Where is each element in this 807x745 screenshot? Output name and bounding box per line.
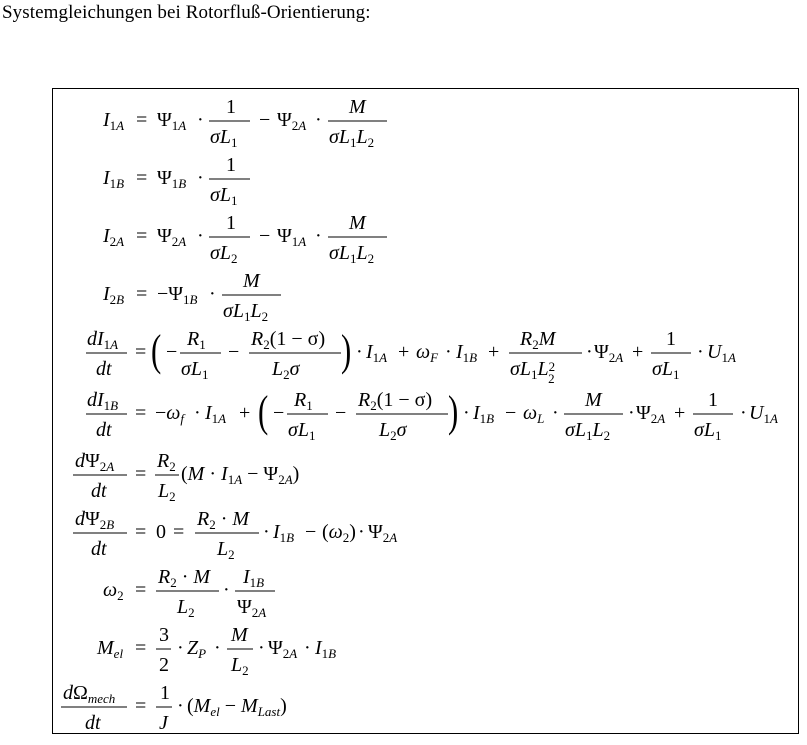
svg-text:Ψ1B: $\Psi_1B$ bbox=[157, 167, 187, 191]
svg-text:·: · bbox=[197, 167, 204, 189]
svg-text:·: · bbox=[197, 109, 204, 131]
svg-text:·: · bbox=[304, 637, 311, 659]
svg-text:): ) bbox=[448, 387, 459, 437]
svg-text:I1B: $I_1B$ bbox=[273, 521, 295, 545]
svg-text:−: − bbox=[273, 402, 285, 424]
svg-text:0: 0 bbox=[156, 521, 166, 543]
svg-text:Ψ2A: $\Psi_2A$ bbox=[594, 341, 624, 365]
equation-dpsi2a-dt bbox=[53, 445, 798, 505]
svg-text:R2: $R_2$ bbox=[157, 450, 176, 474]
svg-text:(: ( bbox=[151, 326, 162, 376]
svg-text:=: = bbox=[173, 521, 185, 543]
svg-text:−: − bbox=[305, 521, 317, 543]
svg-text:σL1: $\sigma L_1$ bbox=[210, 126, 238, 150]
equation-i1a bbox=[53, 91, 798, 151]
svg-text:=: = bbox=[136, 225, 148, 247]
svg-text:σL1L2: $\sigma L_1L_2$ bbox=[223, 300, 269, 324]
svg-text:=: = bbox=[135, 695, 147, 717]
svg-text:Ψ2A: $\Psi_2A$ bbox=[268, 637, 298, 661]
svg-text:L2σ: $L_2\sigma$ bbox=[272, 358, 300, 382]
svg-text:=: = bbox=[135, 579, 147, 601]
equation-i2a bbox=[53, 207, 798, 267]
svg-text:Ψ1A: $\Psi_1A$ bbox=[157, 109, 187, 133]
svg-text:σL1L2: $\sigma L_1L_2$ bbox=[329, 242, 375, 266]
svg-text:−: − bbox=[259, 109, 271, 131]
svg-text:σL1L2: $\sigma L_1L_2$ bbox=[329, 126, 375, 150]
svg-text:σL1: $\sigma L_1$ bbox=[652, 358, 680, 382]
svg-text:R2(1 − σ): $R_2(1 - \sigma)$ bbox=[358, 389, 433, 413]
svg-text:3: 3 bbox=[159, 624, 169, 646]
equation-mel bbox=[53, 619, 798, 679]
svg-text:=: = bbox=[136, 109, 148, 131]
svg-text:dΩmech: $d\Omega_{mech}$ bbox=[63, 682, 116, 706]
svg-text:I1A: $I_1A$ bbox=[366, 341, 388, 365]
svg-text:L2: $L_2$ bbox=[177, 596, 195, 620]
svg-text:): ) bbox=[341, 326, 352, 376]
svg-text:M: M bbox=[349, 96, 366, 118]
svg-text:dt: dt bbox=[91, 480, 107, 502]
equation-i1b bbox=[53, 149, 798, 209]
svg-text:1: 1 bbox=[160, 682, 170, 704]
svg-text:U1A: $U_1A$ bbox=[749, 402, 778, 426]
svg-text:ωF: $\omega_F$ bbox=[416, 341, 439, 365]
equation-omega2 bbox=[53, 561, 798, 621]
svg-text:I1A: $I_1A$ bbox=[205, 402, 227, 426]
svg-text:R1: $R_1$ bbox=[294, 389, 313, 413]
equation-di1a-dt bbox=[53, 323, 798, 386]
svg-text:1: 1 bbox=[708, 389, 718, 411]
svg-text:dt: dt bbox=[96, 358, 112, 380]
svg-text:1: 1 bbox=[226, 96, 236, 118]
svg-text:=: = bbox=[135, 402, 147, 424]
svg-text:+: + bbox=[398, 341, 410, 363]
svg-text:L2: $L_2$ bbox=[158, 480, 176, 504]
svg-text:dI1B: $dI_1B$ bbox=[87, 389, 119, 413]
svg-text:Ψ2A: $\Psi_2A$ bbox=[157, 225, 187, 249]
svg-text:−Ψ1B: $-\Psi_1B$ bbox=[157, 283, 198, 307]
svg-text:·: · bbox=[197, 225, 204, 247]
svg-text:R2 · M: $R_2 \cdot M$ bbox=[158, 566, 211, 590]
svg-text:+: + bbox=[632, 341, 644, 363]
svg-text:(: ( bbox=[258, 387, 269, 437]
svg-text:dΨ2A: $d\Psi_2A$ bbox=[75, 450, 115, 474]
svg-text:ZP: $Z_P$ bbox=[187, 637, 207, 661]
svg-text:·: · bbox=[177, 637, 184, 659]
svg-text:·: · bbox=[358, 521, 365, 543]
svg-text:I1A: $I_1A$ bbox=[103, 109, 125, 133]
svg-text:M: M bbox=[231, 624, 248, 646]
svg-text:dΨ2B: $d\Psi_2B$ bbox=[75, 508, 115, 532]
svg-text:σL2: $\sigma L_2$ bbox=[210, 242, 238, 266]
svg-text:(M · I1A − Ψ2A): $(M \cdot I_1A - \Psi_2A)$ bbox=[181, 463, 300, 487]
svg-text:·: · bbox=[740, 402, 747, 424]
svg-text:J: J bbox=[159, 712, 168, 734]
svg-text:·: · bbox=[315, 109, 322, 131]
equation-di1b-dt bbox=[53, 384, 798, 444]
svg-text:1: 1 bbox=[226, 212, 236, 234]
svg-text:(ω2): $(\omega_2)$ bbox=[322, 521, 356, 545]
svg-text:σL1: $\sigma L_1$ bbox=[181, 358, 209, 382]
svg-text:σL1: $\sigma L_1$ bbox=[288, 419, 316, 443]
svg-text:I1B: $I_1B$ bbox=[473, 402, 495, 426]
equation-domega-mech-dt bbox=[53, 677, 798, 737]
svg-text:·: · bbox=[177, 695, 184, 717]
svg-text:dI1A: $dI_1A$ bbox=[87, 328, 119, 352]
svg-text:σL1: $\sigma L_1$ bbox=[694, 419, 722, 443]
svg-text:−: − bbox=[259, 225, 271, 247]
equation-dpsi2b-dt bbox=[53, 503, 798, 563]
svg-text:+: + bbox=[488, 341, 500, 363]
svg-text:Ψ2A: $\Psi_2A$ bbox=[636, 402, 666, 426]
svg-text:−: − bbox=[166, 341, 178, 363]
svg-text:1: 1 bbox=[226, 154, 236, 176]
svg-text:·: · bbox=[214, 637, 221, 659]
svg-text:−: − bbox=[505, 402, 517, 424]
equation-i2b bbox=[53, 265, 798, 325]
svg-text:dt: dt bbox=[91, 538, 107, 560]
svg-text:=: = bbox=[135, 637, 147, 659]
svg-text:σL1L2: $\sigma L_1L_2$ bbox=[565, 419, 611, 443]
svg-text:·: · bbox=[258, 637, 265, 659]
svg-text:1: 1 bbox=[666, 328, 676, 350]
svg-text:=: = bbox=[136, 283, 148, 305]
svg-text:·: · bbox=[315, 225, 322, 247]
svg-text:Ψ1A: $\Psi_1A$ bbox=[277, 225, 307, 249]
svg-text:+: + bbox=[674, 402, 686, 424]
svg-text:I2B: $I_2B$ bbox=[103, 283, 125, 307]
svg-text:=: = bbox=[135, 521, 147, 543]
svg-text:σL1L22: $\sigma L_1L^2$ 2 bbox=[510, 358, 556, 386]
svg-text:σL1: $\sigma L_1$ bbox=[210, 184, 238, 208]
svg-text:L2σ: $L_2\sigma$ bbox=[379, 419, 407, 443]
svg-text:(Mel − MLast): $(M_{el} - M_{Last})$ bbox=[187, 695, 287, 719]
svg-text:Mel: $M_{el}$ bbox=[97, 637, 124, 661]
svg-text:=: = bbox=[136, 167, 148, 189]
svg-text:=: = bbox=[135, 341, 147, 363]
svg-text:R2 · M: $R_2 \cdot M$ bbox=[197, 508, 250, 532]
svg-text:I1B: $I_1B$ bbox=[315, 637, 337, 661]
svg-text:ω2: $\omega_2$ bbox=[103, 579, 124, 603]
svg-text:M: M bbox=[243, 270, 260, 292]
svg-text:L2: $L_2$ bbox=[231, 654, 249, 678]
svg-text:I1B: $I_1B$ bbox=[103, 167, 125, 191]
svg-text:·: · bbox=[445, 341, 452, 363]
svg-text:=: = bbox=[135, 463, 147, 485]
svg-text:−ωf: $-\omega_f$ bbox=[155, 402, 185, 426]
svg-text:·: · bbox=[628, 402, 635, 424]
svg-text:R2M: $R_2M$ bbox=[520, 328, 556, 352]
svg-text:R1: $R_1$ bbox=[187, 328, 206, 352]
svg-text:·: · bbox=[194, 402, 201, 424]
svg-text:+: + bbox=[239, 402, 251, 424]
document-heading: Systemgleichungen bei Rotorfluß-Orientierung: bbox=[2, 2, 371, 23]
svg-text:·: · bbox=[209, 283, 216, 305]
equation-box bbox=[52, 88, 799, 734]
svg-text:−: − bbox=[228, 341, 240, 363]
svg-text:·: · bbox=[552, 402, 559, 424]
svg-text:M: M bbox=[585, 389, 602, 411]
svg-text:R2(1 − σ): $R_2(1 - \sigma)$ bbox=[251, 328, 326, 352]
svg-text:·: · bbox=[263, 521, 270, 543]
svg-text:·: · bbox=[463, 402, 470, 424]
svg-text:U1A: $U_1A$ bbox=[707, 341, 736, 365]
svg-text:Ψ2A: $\Psi_2A$ bbox=[237, 596, 267, 620]
svg-text:·: · bbox=[586, 341, 593, 363]
svg-text:·: · bbox=[697, 341, 704, 363]
svg-text:Ψ2A: $\Psi_2A$ bbox=[368, 521, 398, 545]
svg-text:ωL: $\omega_L$ bbox=[523, 402, 545, 426]
svg-text:−: − bbox=[335, 402, 347, 424]
svg-text:L2: $L_2$ bbox=[217, 538, 235, 562]
svg-text:I2A: $I_2A$ bbox=[103, 225, 125, 249]
svg-text:M: M bbox=[349, 212, 366, 234]
svg-text:I1B: $I_1B$ bbox=[243, 566, 265, 590]
svg-text:dt: dt bbox=[85, 712, 101, 734]
svg-text:·: · bbox=[356, 341, 363, 363]
svg-text:dt: dt bbox=[96, 419, 112, 441]
svg-text:·: · bbox=[223, 579, 230, 601]
svg-text:I1B: $I_1B$ bbox=[456, 341, 478, 365]
svg-text:2: 2 bbox=[159, 654, 169, 676]
svg-text:Ψ2A: $\Psi_2A$ bbox=[277, 109, 307, 133]
